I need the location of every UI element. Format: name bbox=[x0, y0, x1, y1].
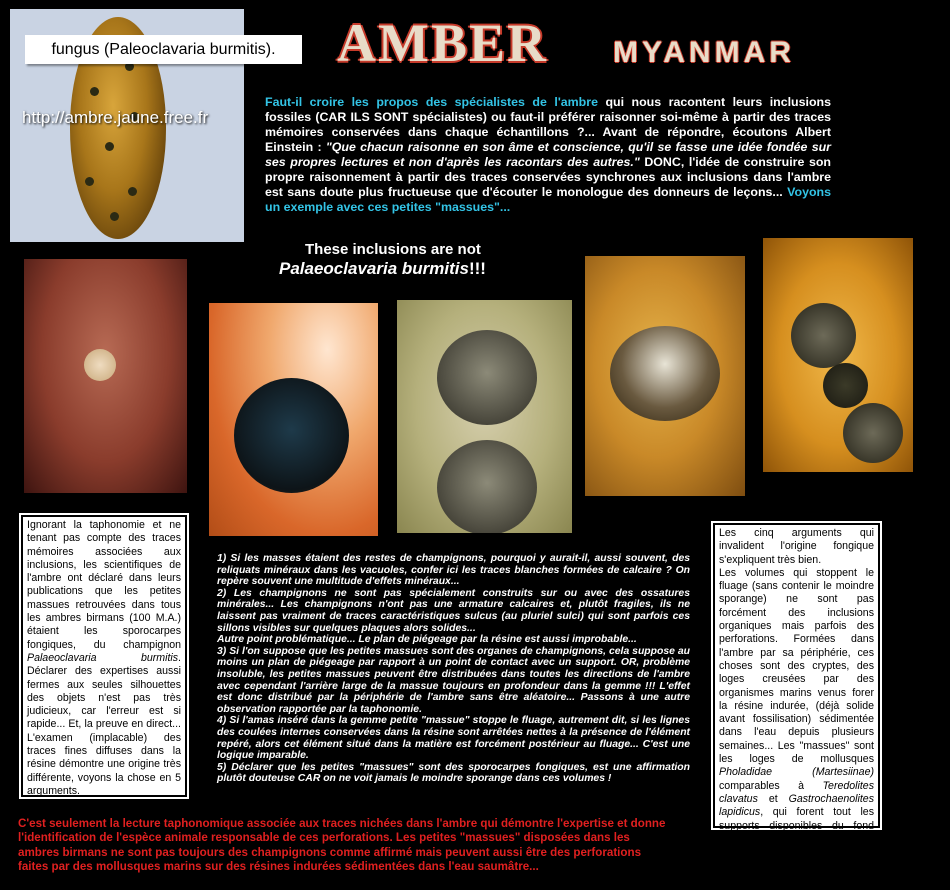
amber-photo-5 bbox=[763, 238, 913, 472]
intro-lead: Faut-il croire les propos des spécialistes de l'ambre bbox=[265, 95, 598, 109]
not-inclusions-species: Palaeoclavaria burmitis bbox=[279, 259, 469, 278]
arguments-list bbox=[217, 553, 690, 785]
argument-3: 3) Si l'on suppose que les petites massues sont des organes de champignons, cela suppose au moins un plan de piégeage par rapport à un point de contact avec un support. OR, problème insoluble, les petites massues peuvent être distribuées dans toutes les directions de l'ambre avec cependant l'arrière large de la massue toujours en profondeur dans la gemme !!! L'effet est donc distribué par la périphérie de l'ambre sans être aléatoire... Passons à une autre observation rapportée par la taphonomie. bbox=[217, 645, 690, 715]
einstein-quote: "Que chacun raisonne en son âme et conscience, qu'il se fasse une idée fondée sur ses propres lectures et non d'après les racontars des autres." bbox=[265, 140, 831, 169]
right-box-text-1: Les cinq arguments qui invalident l'origine fongique s'expliquent très bien. bbox=[719, 527, 874, 566]
left-box-species: Palaeoclavaria burmitis bbox=[27, 651, 179, 664]
conclusion-text: C'est seulement la lecture taphonomique associée aux traces nichées dans l'ambre qui démontre l'expertise et donne l'identification de l'espèce animale responsable de ces perforations. Les petites "massues" disposées dans les ambres birmans ne sont pas toujours des champignons comme affirmé mais peuvent aussi être des perforations faites par des mollusques marins sur des résines indurées sédimentées dans l'eau saumâtre... bbox=[18, 817, 666, 874]
argument-2: 2) Les champignons ne sont pas spécialement construits sur ou avec des ossatures minérales... Les champignons n'ont pas une armature calcaires et, plutôt fragiles, ils ne laissent pas vraiment de traces caractéristiques sulcus (au pluriel sulci) qui sont parfois ces sillons visibles sur quelques plaques alors solides... bbox=[217, 587, 690, 634]
page-title: AMBER bbox=[337, 13, 548, 73]
amber-photo-2 bbox=[209, 303, 378, 536]
intro-paragraph bbox=[265, 95, 831, 215]
right-box-text-3: comparables à bbox=[719, 779, 823, 792]
right-box-text-2-block bbox=[719, 567, 874, 846]
argument-2-note: Autre point problématique... Le plan de piégeage par la résine est aussi improbable... bbox=[217, 634, 637, 646]
intro-text-1: qui nous racontent leurs inclusions fossiles (CAR ILS SONT spécialistes) ou faut-il préférer raisonner soi-même à partir des traces mémoires conservées dans chaque échantillons ?... Avant de répondre, écoutons Albert Einstein : bbox=[265, 95, 831, 154]
left-box-text-2: . Déclarer des expertises aussi fermes aux seules silhouettes des objets n'est pas très judicieux, car l'erreur est si rapide... Et, la preuve en direct... L'examen (implacable) des traces fines diffuses dans la résine démontre une origine très différente, voyons la chose en 5 arguments. bbox=[27, 651, 181, 797]
argument-1: 1) Si les masses étaient des restes de champignons, pourquoi y aurait-il, aussi souvent, des reliquats minéraux dans les vacuoles, confer ici les traces blanches formées de calcaire ? On repère souvent une multitude d'effets minéraux... bbox=[217, 553, 690, 588]
amber-photo-1 bbox=[24, 259, 187, 493]
right-explanation-box bbox=[711, 521, 882, 845]
amber-photo-3 bbox=[397, 300, 572, 533]
not-inclusions-line: These inclusions are not bbox=[305, 241, 481, 258]
page-subtitle: MYANMAR bbox=[613, 36, 795, 69]
site-url-watermark: http://ambre.jaune.free.fr bbox=[22, 108, 209, 127]
intro-text-2: DONC, l'idée de construire son propre raisonnement à partir des traces conservées synchrones aux inclusions dans l'ambre est sans doute plus fructueuse que d'écouter le monologue des donneurs de leçons... bbox=[265, 155, 831, 199]
right-box-species-1: Teredolites clavatus bbox=[719, 779, 874, 805]
left-explanation-box bbox=[19, 513, 189, 799]
left-box-text-1: Ignorant la taphonomie et ne tenant pas compte des traces mémoires associées aux inclusions, les scientifiques de l'ambre ont déclaré dans leurs publications que les petites massues retrouvées dans tous les ambres birmans (100 M.A.) étaient les sporocarpes fongiques, du champignon bbox=[27, 519, 181, 651]
right-box-and: et bbox=[757, 792, 789, 805]
argument-5: 5) Déclarer que les petites "massues" sont des sporocarpes fongiques, est une affirmation plutôt douteuse CAR on ne voit jamais le moindre sporange dans ces volumes ! bbox=[217, 761, 690, 785]
right-box-text-2: Les volumes qui stoppent le fluage (sans contenir le moindre sporange) ne sont pas forcément des inclusions organiques mais parfois des perforations. Formées dans l'ambre par sa périphérie, ces choses sont des cryptes, des loges creusées par des organismes marins venus forer la résine indurée, (déjà solide avant fossilisation) sédimentée dans l'eau depuis plusieurs semaines... Les "massues" sont les loges de mollusques bbox=[719, 566, 874, 766]
photo-caption: fungus (Paleoclavaria burmitis). bbox=[25, 35, 302, 64]
right-box-family: Pholadidae bbox=[719, 766, 773, 779]
argument-4: 4) Si l'amas inséré dans la gemme petite "massue" stoppe le fluage, autrement dit, si les lignes des coulées internes conservées dans la résine sont arrêtées nettes à la présence de l'élément repéré, alors cet élément situé dans la matière est forcément postérieur au fluage... C'est une logique imparable. bbox=[217, 715, 690, 762]
not-inclusions-suffix: !!! bbox=[468, 259, 486, 278]
right-box-subfamily: (Martesiinae) bbox=[812, 766, 874, 779]
right-box-species-2: Gastrochaenolites lapidicus bbox=[719, 792, 874, 819]
not-inclusions-species-line bbox=[279, 259, 486, 279]
intro-tail: Voyons un exemple avec ces petites "massues"... bbox=[265, 185, 831, 214]
right-box-text-4: , qui forent tout les supports disponibles du fond marin. bbox=[719, 806, 874, 845]
amber-photo-4 bbox=[585, 256, 745, 496]
